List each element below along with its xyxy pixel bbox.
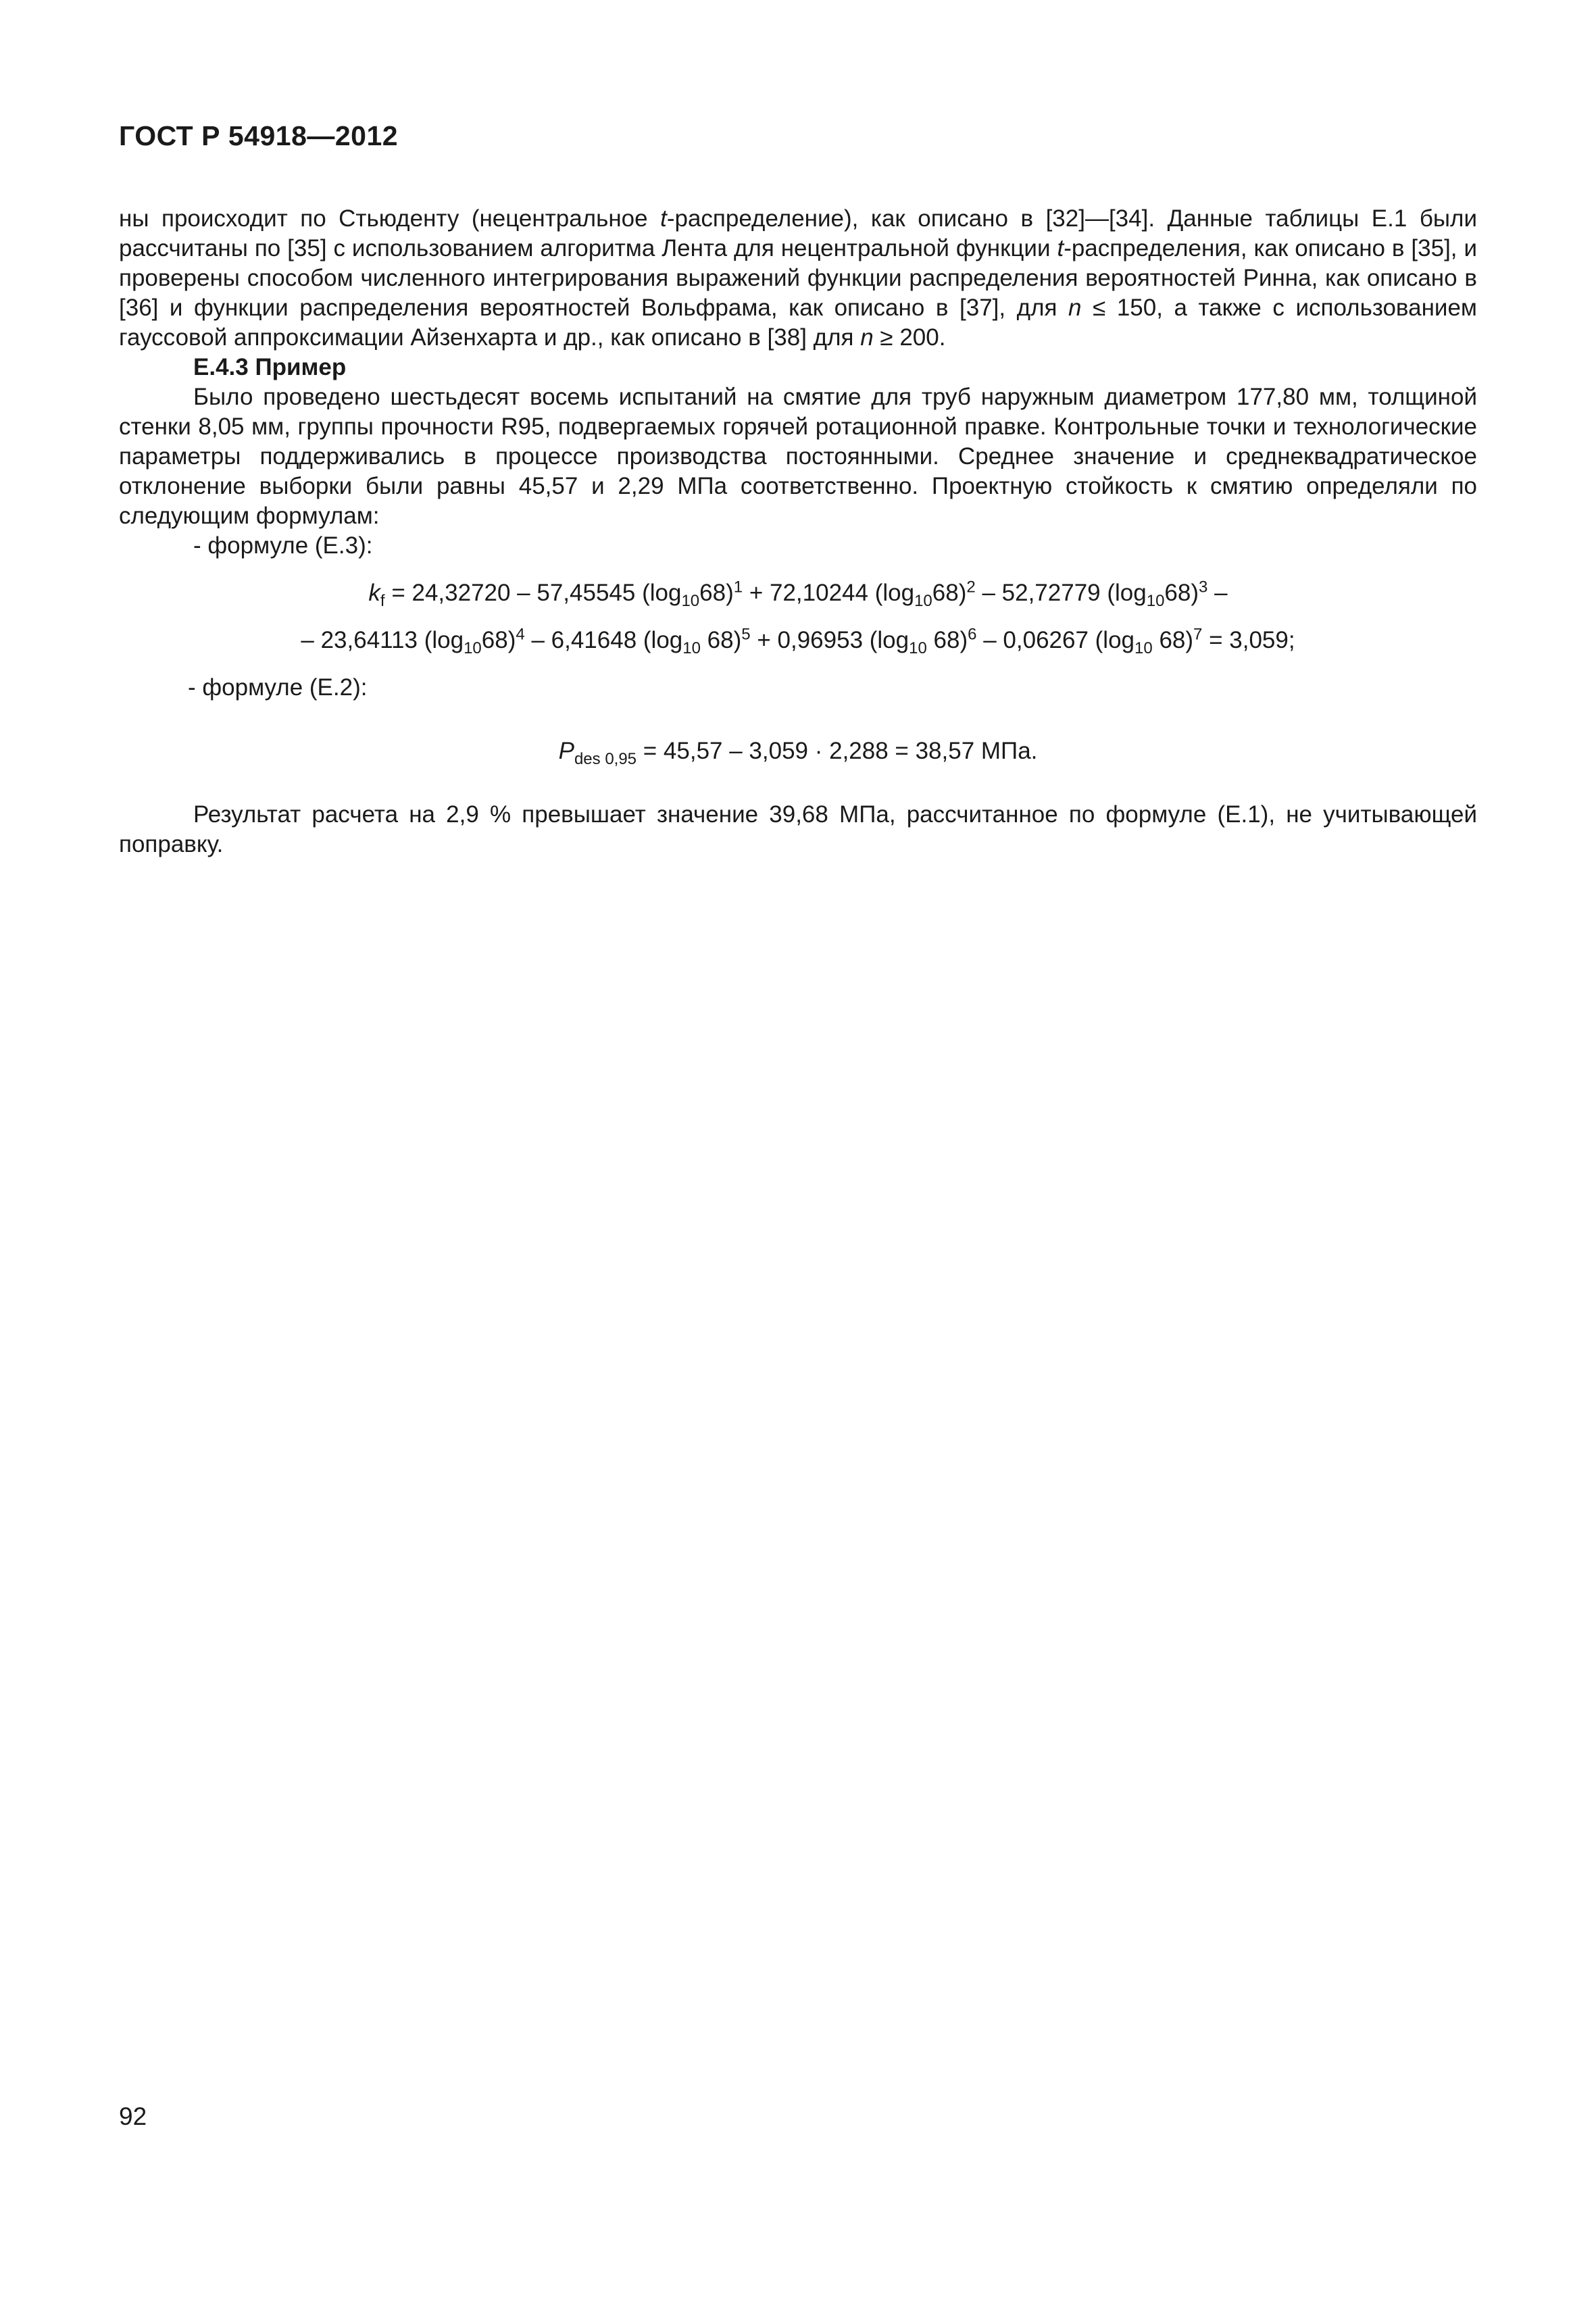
document-body bbox=[119, 204, 1477, 859]
page-number: 92 bbox=[119, 2103, 147, 2130]
formula-run: = 3,059; bbox=[1202, 627, 1295, 653]
formula-run: 68) bbox=[932, 580, 967, 606]
subscript: f bbox=[380, 592, 385, 610]
subscript: 10 bbox=[681, 592, 700, 610]
formula-run: = 45,57 – 3,059 · 2,288 = 38,57 МПа. bbox=[637, 738, 1038, 764]
subscript: 10 bbox=[464, 639, 482, 657]
subscript: 10 bbox=[1146, 592, 1165, 610]
list-item-formula-e2: - формуле (Е.2): bbox=[188, 674, 368, 701]
subscript: 10 bbox=[914, 592, 932, 610]
exponent: 5 bbox=[741, 625, 751, 644]
standard-id: ГОСТ Р 54918—2012 bbox=[119, 120, 399, 151]
formula-pdes bbox=[119, 736, 1477, 766]
formula-run: 68) bbox=[1152, 627, 1194, 653]
list-item-formula-e3: - формуле (Е.3): bbox=[193, 532, 373, 559]
formula-run: 68) bbox=[926, 627, 968, 653]
formula-run: – 52,72779 (log bbox=[975, 580, 1147, 606]
variable-p: P bbox=[558, 738, 574, 764]
formula-run: – 0,06267 (log bbox=[976, 627, 1135, 653]
text-run: ≤ 150, а также с использованием гауссовой аппроксимации Айзенхарта и др., как описано в [38] для bbox=[119, 295, 1477, 351]
text-run: -распределение), как описано в [32]—[34]. Данные таблицы Е.1 были рассчитаны по [35] с использованием алгоритма Лента для нецентральной функции bbox=[119, 205, 1477, 261]
exponent: 2 bbox=[966, 578, 976, 597]
paragraph-intro bbox=[119, 204, 1477, 353]
exponent: 1 bbox=[733, 578, 743, 597]
formula-run: = 24,32720 – 57,45545 (log bbox=[384, 580, 682, 606]
formula-run: + 0,96953 (log bbox=[750, 627, 909, 653]
formula-run: – bbox=[1207, 580, 1228, 606]
text-run: -распределения, как описано в [35], и проверены способом численного интегрирования выражений функции распределения вероятностей Ринна, как описано в [36] и функции распределения вероятностей Вольфрама, как описано в [37], для bbox=[119, 235, 1477, 321]
variable-t: t bbox=[660, 205, 667, 232]
variable-n: n bbox=[860, 324, 874, 351]
formula-run: 68) bbox=[700, 627, 742, 653]
formula-run: 68) bbox=[481, 627, 516, 653]
exponent: 3 bbox=[1199, 578, 1208, 597]
paragraph-result: Результат расчета на 2,9 % превышает значение 39,68 МПа, рассчитанное по формуле (Е.1), не учитывающей поправку. bbox=[119, 801, 1477, 857]
variable-t: t bbox=[1057, 235, 1064, 261]
formula-kf-line-2 bbox=[119, 626, 1477, 655]
formula-run: 68) bbox=[699, 580, 734, 606]
variable-k: k bbox=[368, 580, 380, 606]
exponent: 4 bbox=[516, 625, 525, 644]
subscript: 10 bbox=[682, 639, 701, 657]
subscript: 10 bbox=[1134, 639, 1153, 657]
formula-kf-line-1 bbox=[119, 578, 1477, 608]
subscript: des 0,95 bbox=[574, 750, 637, 768]
formula-run: + 72,10244 (log bbox=[743, 580, 915, 606]
formula-run: – 6,41648 (log bbox=[524, 627, 683, 653]
paragraph-example: Было проведено шестьдесят восемь испытаний на смятие для труб наружным диаметром 177,80 мм, толщиной стенки 8,05 мм, группы прочности R95, подвергаемых горячей ротационной правке. Контрольные точки и технологические параметры поддерживались в процессе производства постоянными. Среднее значение и среднеквадратическое отклонение выборки были равны 45,57 и 2,29 МПа соответственно. Проектную стойкость к смятию определяли по следующим формулам: bbox=[119, 384, 1477, 529]
text-run: ны происходит по Стьюденту (нецентральное bbox=[119, 205, 661, 232]
text-run: ≥ 200. bbox=[873, 324, 946, 351]
document-header bbox=[119, 120, 398, 152]
formula-run: – 23,64113 (log bbox=[301, 627, 464, 653]
section-heading: Е.4.3 Пример bbox=[193, 354, 347, 380]
formula-run: 68) bbox=[1164, 580, 1199, 606]
subscript: 10 bbox=[909, 639, 927, 657]
exponent: 7 bbox=[1193, 625, 1203, 644]
exponent: 6 bbox=[968, 625, 977, 644]
page-footer bbox=[119, 2103, 147, 2131]
variable-n: n bbox=[1068, 295, 1082, 321]
